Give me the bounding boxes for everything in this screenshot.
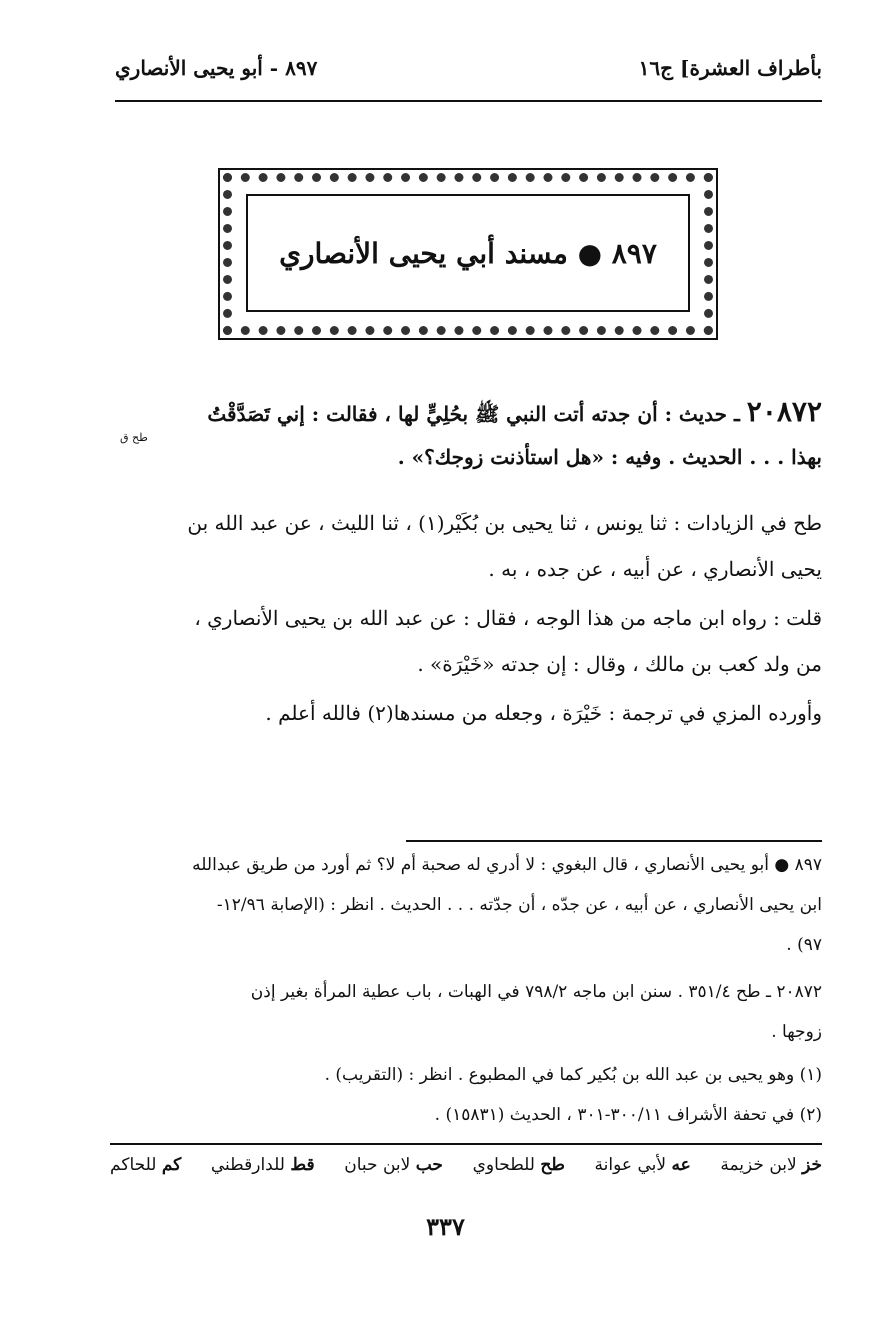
page-header xyxy=(115,50,822,90)
footnote-2-line-2: زوجها . xyxy=(771,1022,822,1042)
header-rule xyxy=(115,100,822,102)
para-awrad-line: وأورده المزي في ترجمة : خَيْرَة ، وجعله من مسندها(٢) فالله أعلم . xyxy=(265,701,822,725)
hadith-block xyxy=(110,395,822,469)
hadith-line-1 xyxy=(110,395,822,431)
hadith-line-2: بهذا . . . الحديث . وفيه : «هل استأذنت زوجك؟» . xyxy=(397,445,822,469)
footnote-2 xyxy=(110,972,822,1052)
footnote-1-line-3: ٩٧) . xyxy=(786,935,822,955)
footnote-4-line: (٢) في تحفة الأشراف ٣٠٠/١١-٣٠١ ، الحديث (١٥٨٣١) . xyxy=(434,1105,822,1125)
footnote-rule xyxy=(406,840,822,842)
section-title-box xyxy=(246,194,690,312)
page-number: ٣٣٧ xyxy=(426,1212,465,1241)
para-qult-line-2: من ولد كعب بن مالك ، وقال : إن جدته «خَيْرَة» . xyxy=(417,652,822,676)
symbols-rule xyxy=(110,1143,822,1145)
symbol-th: طح للطحاوي xyxy=(472,1155,565,1175)
symbol-qt: قط للدارقطني xyxy=(210,1155,315,1175)
paragraph-tah xyxy=(110,500,822,592)
para-tah-line-1: طح في الزيادات : ثنا يونس ، ثنا يحيى بن بُكَيْر(١) ، ثنا الليث ، عن عبد الله بن xyxy=(187,511,822,535)
footnote-1 xyxy=(110,845,822,965)
footnote-2-line-1: ٢٠٨٧٢ ـ طح ٣٥١/٤ . سنن ابن ماجه ٧٩٨/٢ في الهبات ، باب عطية المرأة بغير إذن xyxy=(250,982,822,1002)
para-tah-line-2: يحيى الأنصاري ، عن أبيه ، عن جده ، به . xyxy=(488,557,822,581)
section-title: ٨٩٧ ● مسند أبي يحيى الأنصاري xyxy=(279,236,657,270)
paragraph-awrad xyxy=(110,690,822,736)
symbol-khz: خز لابن خزيمة xyxy=(720,1155,822,1175)
symbol-km: كم للحاكم xyxy=(110,1155,182,1175)
footnote-1-line-1: ٨٩٧ ● أبو يحيى الأنصاري ، قال البغوي : لا أدري له صحبة أم لا؟ ثم أورد من طريق عبدالله xyxy=(192,855,822,875)
hadith-number: ٢٠٨٧٢ xyxy=(746,395,822,428)
hadith-sigla: طح ق xyxy=(120,431,148,444)
footnote-3 xyxy=(110,1055,822,1095)
footnote-1-line-2: ابن يحيى الأنصاري ، عن أبيه ، عن جدّه ، أن جدّته . . . الحديث . انظر : (الإصابة ١٢/٩٦- xyxy=(216,895,822,915)
book-title: بأطراف العشرة] ج١٦ xyxy=(638,56,822,80)
symbol-ah: عه لأبي عوانة xyxy=(594,1155,691,1175)
symbol-hb: حب لابن حبان xyxy=(344,1155,443,1175)
paragraph-qult xyxy=(110,595,822,687)
para-qult-line-1: قلت : رواه ابن ماجه من هذا الوجه ، فقال : عن عبد الله بن يحيى الأنصاري ، xyxy=(194,606,822,630)
symbols-legend xyxy=(110,1155,822,1175)
hadith-text-1: ـ حديث : أن جدته أتت النبي ﷺ بحُلِيٍّ لها ، فقالت : إني تَصَدَّقْتُ xyxy=(207,402,740,426)
running-title: ٨٩٧ - أبو يحيى الأنصاري xyxy=(115,56,318,80)
footnote-4 xyxy=(110,1095,822,1135)
footnote-3-line: (١) وهو يحيى بن عبد الله بن بُكير كما في المطبوع . انظر : (التقريب) . xyxy=(324,1065,822,1085)
